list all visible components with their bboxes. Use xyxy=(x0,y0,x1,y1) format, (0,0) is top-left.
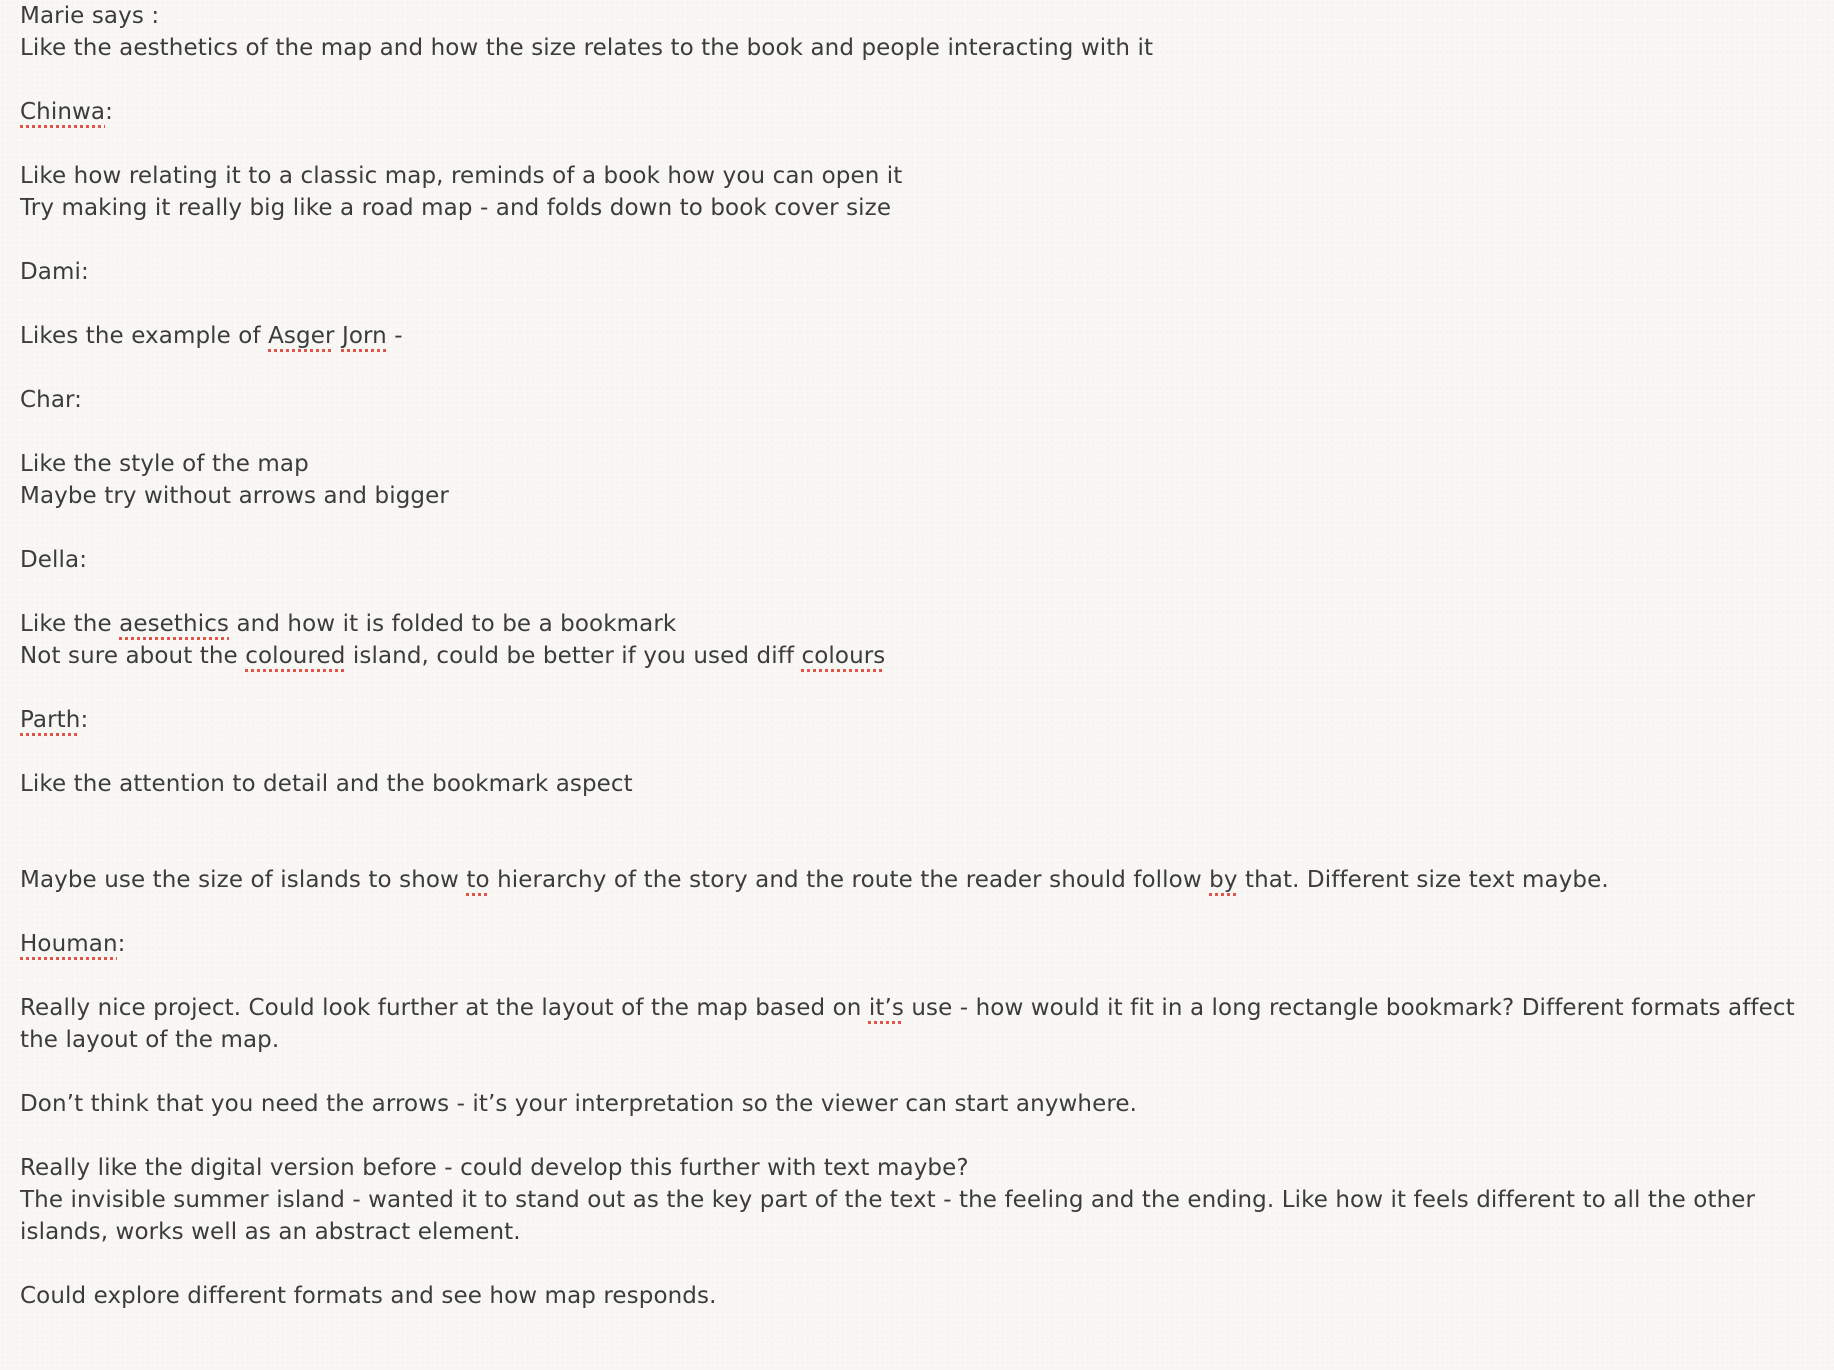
text-run: and how it is folded to be a bookmark xyxy=(229,611,677,637)
comment-line xyxy=(20,864,1820,896)
blank-line xyxy=(20,896,1820,928)
comment-line: Don’t think that you need the arrows - it’s your interpretation so the viewer can start anywhere. xyxy=(20,1091,1138,1117)
text-run: Like the xyxy=(20,611,120,637)
speaker-heading xyxy=(20,96,1820,128)
misspelled-word[interactable]: to xyxy=(466,867,490,893)
comment-line: Maybe try without arrows and bigger xyxy=(20,483,449,509)
blank-line xyxy=(20,960,1820,992)
speaker-heading: Marie says : xyxy=(20,3,160,29)
comment-line xyxy=(20,640,1820,672)
blank-line xyxy=(20,512,1820,544)
text-run: Not sure about the xyxy=(20,643,246,669)
comment-line: Try making it really big like a road map - and folds down to book cover size xyxy=(20,195,892,221)
blank-line xyxy=(20,416,1820,448)
misspelled-word[interactable]: aesethics xyxy=(119,611,230,637)
comment-line: Like the style of the map xyxy=(20,451,309,477)
misspelled-word[interactable]: coloured xyxy=(245,643,346,669)
speaker-heading xyxy=(20,928,1820,960)
comment-line xyxy=(20,320,1820,352)
misspelled-word[interactable]: Jorn xyxy=(341,323,387,349)
text-run: : xyxy=(105,99,113,125)
misspelled-word[interactable]: colours xyxy=(801,643,886,669)
comment-line: Really like the digital version before - could develop this further with text maybe? xyxy=(20,1155,969,1181)
text-run: Really nice project. Could look further at the layout of the map based on xyxy=(20,995,869,1021)
blank-line xyxy=(20,224,1820,256)
comment-line: Like the aesthetics of the map and how the size relates to the book and people interacting with it xyxy=(20,35,1154,61)
misspelled-word[interactable]: Houman xyxy=(20,931,118,957)
blank-line xyxy=(20,128,1820,160)
speaker-heading: Dami: xyxy=(20,259,89,285)
blank-line xyxy=(20,736,1820,768)
comment-line xyxy=(20,608,1820,640)
blank-line xyxy=(20,64,1820,96)
misspelled-word[interactable]: it’s xyxy=(868,995,904,1021)
blank-line xyxy=(20,352,1820,384)
text-run xyxy=(335,323,342,349)
blank-line xyxy=(20,672,1820,704)
blank-line xyxy=(20,576,1820,608)
blank-line xyxy=(20,288,1820,320)
blank-line xyxy=(20,1120,1820,1152)
speaker-heading: Char: xyxy=(20,387,83,413)
blank-line xyxy=(20,1056,1820,1088)
text-run: Likes the example of xyxy=(20,323,269,349)
misspelled-word[interactable]: Chinwa xyxy=(20,99,106,125)
text-run: use - how would it fit in a long rectangle bookmark? Different formats affect the layout of the map. xyxy=(20,995,1803,1053)
speaker-heading xyxy=(20,704,1820,736)
comment-line: Like the attention to detail and the bookmark aspect xyxy=(20,771,633,797)
misspelled-word[interactable]: Asger xyxy=(268,323,335,349)
comment-line xyxy=(20,992,1820,1056)
comment-line: Could explore different formats and see how map responds. xyxy=(20,1283,717,1309)
misspelled-word[interactable]: by xyxy=(1209,867,1238,893)
comment-line: Like how relating it to a classic map, reminds of a book how you can open it xyxy=(20,163,903,189)
text-run: island, could be better if you used diff xyxy=(345,643,802,669)
text-run: hierarchy of the story and the route the reader should follow xyxy=(489,867,1210,893)
speaker-heading: Della: xyxy=(20,547,88,573)
misspelled-word[interactable]: Parth xyxy=(20,707,81,733)
text-run: Maybe use the size of islands to show xyxy=(20,867,467,893)
text-run: that. Different size text maybe. xyxy=(1237,867,1609,893)
comment-line: The invisible summer island - wanted it to stand out as the key part of the text - the feeling and the ending. Like how it feels different to all the other islands, works well as an abstract element. xyxy=(20,1187,1763,1245)
blank-line xyxy=(20,800,1820,864)
text-run: : xyxy=(80,707,89,733)
note-body[interactable] xyxy=(20,0,1820,1312)
text-run: - xyxy=(386,323,403,349)
blank-line xyxy=(20,1248,1820,1280)
text-run: : xyxy=(117,931,126,957)
